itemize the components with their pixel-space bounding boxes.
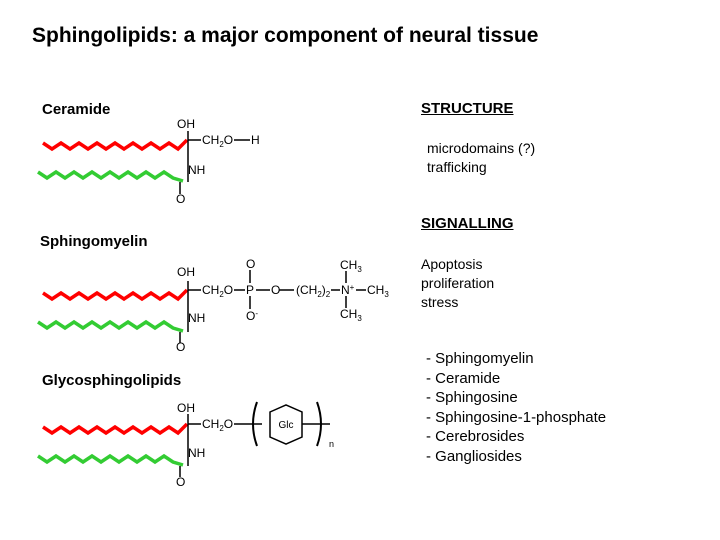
sphingomyelin-green-chain xyxy=(38,322,183,331)
ceramide-o-label: O xyxy=(176,192,186,206)
glyco-nh-label: NH xyxy=(188,446,206,460)
signalling-item-apoptosis: Apoptosis xyxy=(421,256,483,272)
sphingomyelin-o-label: O xyxy=(176,340,186,354)
sphingomyelin-ch3-bottom-label: $CH_3$ xyxy=(340,307,362,323)
structure-item-trafficking: trafficking xyxy=(427,159,487,175)
structure-heading: STRUCTURE xyxy=(421,100,514,117)
list-item: - Ceramide xyxy=(426,369,501,387)
ceramide-nh-label: NH xyxy=(188,163,206,177)
ceramide-structure xyxy=(38,117,260,206)
signalling-heading: SIGNALLING xyxy=(421,215,514,232)
ceramide-heading: Ceramide xyxy=(42,101,111,118)
page-title: Sphingolipids: a major component of neural tissue xyxy=(32,24,539,47)
list-item: - Sphingomyelin xyxy=(426,350,534,367)
glyco-red-chain xyxy=(43,424,187,433)
sphingomyelin-ch3-top-label: $CH_3$ xyxy=(340,258,362,274)
structure-item-microdomains: microdomains (?) xyxy=(427,140,536,156)
sphingomyelin-n-label: N+ xyxy=(341,283,355,297)
sphingomyelin-ch3-right-label: $CH_3$ xyxy=(367,283,389,299)
ceramide-h-label: H xyxy=(251,133,260,147)
sphingomyelin-p-o-bottom-label: O- xyxy=(246,309,259,323)
ceramide-red-chain xyxy=(43,140,187,149)
list-item: - Cerebrosides xyxy=(426,428,525,445)
list-item: - Gangliosides xyxy=(426,447,522,465)
glyco-oh-label: OH xyxy=(177,401,195,415)
sphingomyelin-o-link-label: O xyxy=(271,283,281,297)
glyco-n-label: n xyxy=(329,439,335,449)
sphingomyelin-oh-label: OH xyxy=(177,265,195,279)
glucose-label: Glc xyxy=(278,420,294,431)
glycosphingolipid-structure xyxy=(38,401,334,489)
glyco-green-chain xyxy=(38,456,183,465)
sphingomyelin-nh-label: NH xyxy=(188,311,206,325)
glyco-o-label: O xyxy=(176,475,186,489)
ceramide-oh-label: OH xyxy=(177,117,195,131)
sphingomyelin-structure xyxy=(38,257,389,354)
ceramide-green-chain xyxy=(38,172,183,181)
signalling-item-stress: stress xyxy=(421,294,459,310)
sphingomyelin-ch2n-label: $(CH_2)_2$ xyxy=(296,283,331,299)
sphingomyelin-red-chain xyxy=(43,290,187,299)
signalling-item-proliferation: proliferation xyxy=(421,275,495,291)
sphingomyelin-ch2o-label: $CH_2O$ xyxy=(202,283,234,299)
sphingomyelin-p-o-top-label: O xyxy=(246,257,256,271)
list-item: - Sphingosine-1-phosphate xyxy=(426,408,607,426)
glycosphingolipids-heading: Glycosphingolipids xyxy=(42,372,182,389)
glyco-ch2o-label: $CH_2O$ xyxy=(202,417,234,433)
ceramide-ch2o-label: $CH_2O$ xyxy=(202,133,234,149)
sphingomyelin-p-label: P xyxy=(246,283,255,297)
sphingomyelin-heading: Sphingomyelin xyxy=(40,233,148,250)
list-item: - Sphingosine xyxy=(426,389,518,406)
